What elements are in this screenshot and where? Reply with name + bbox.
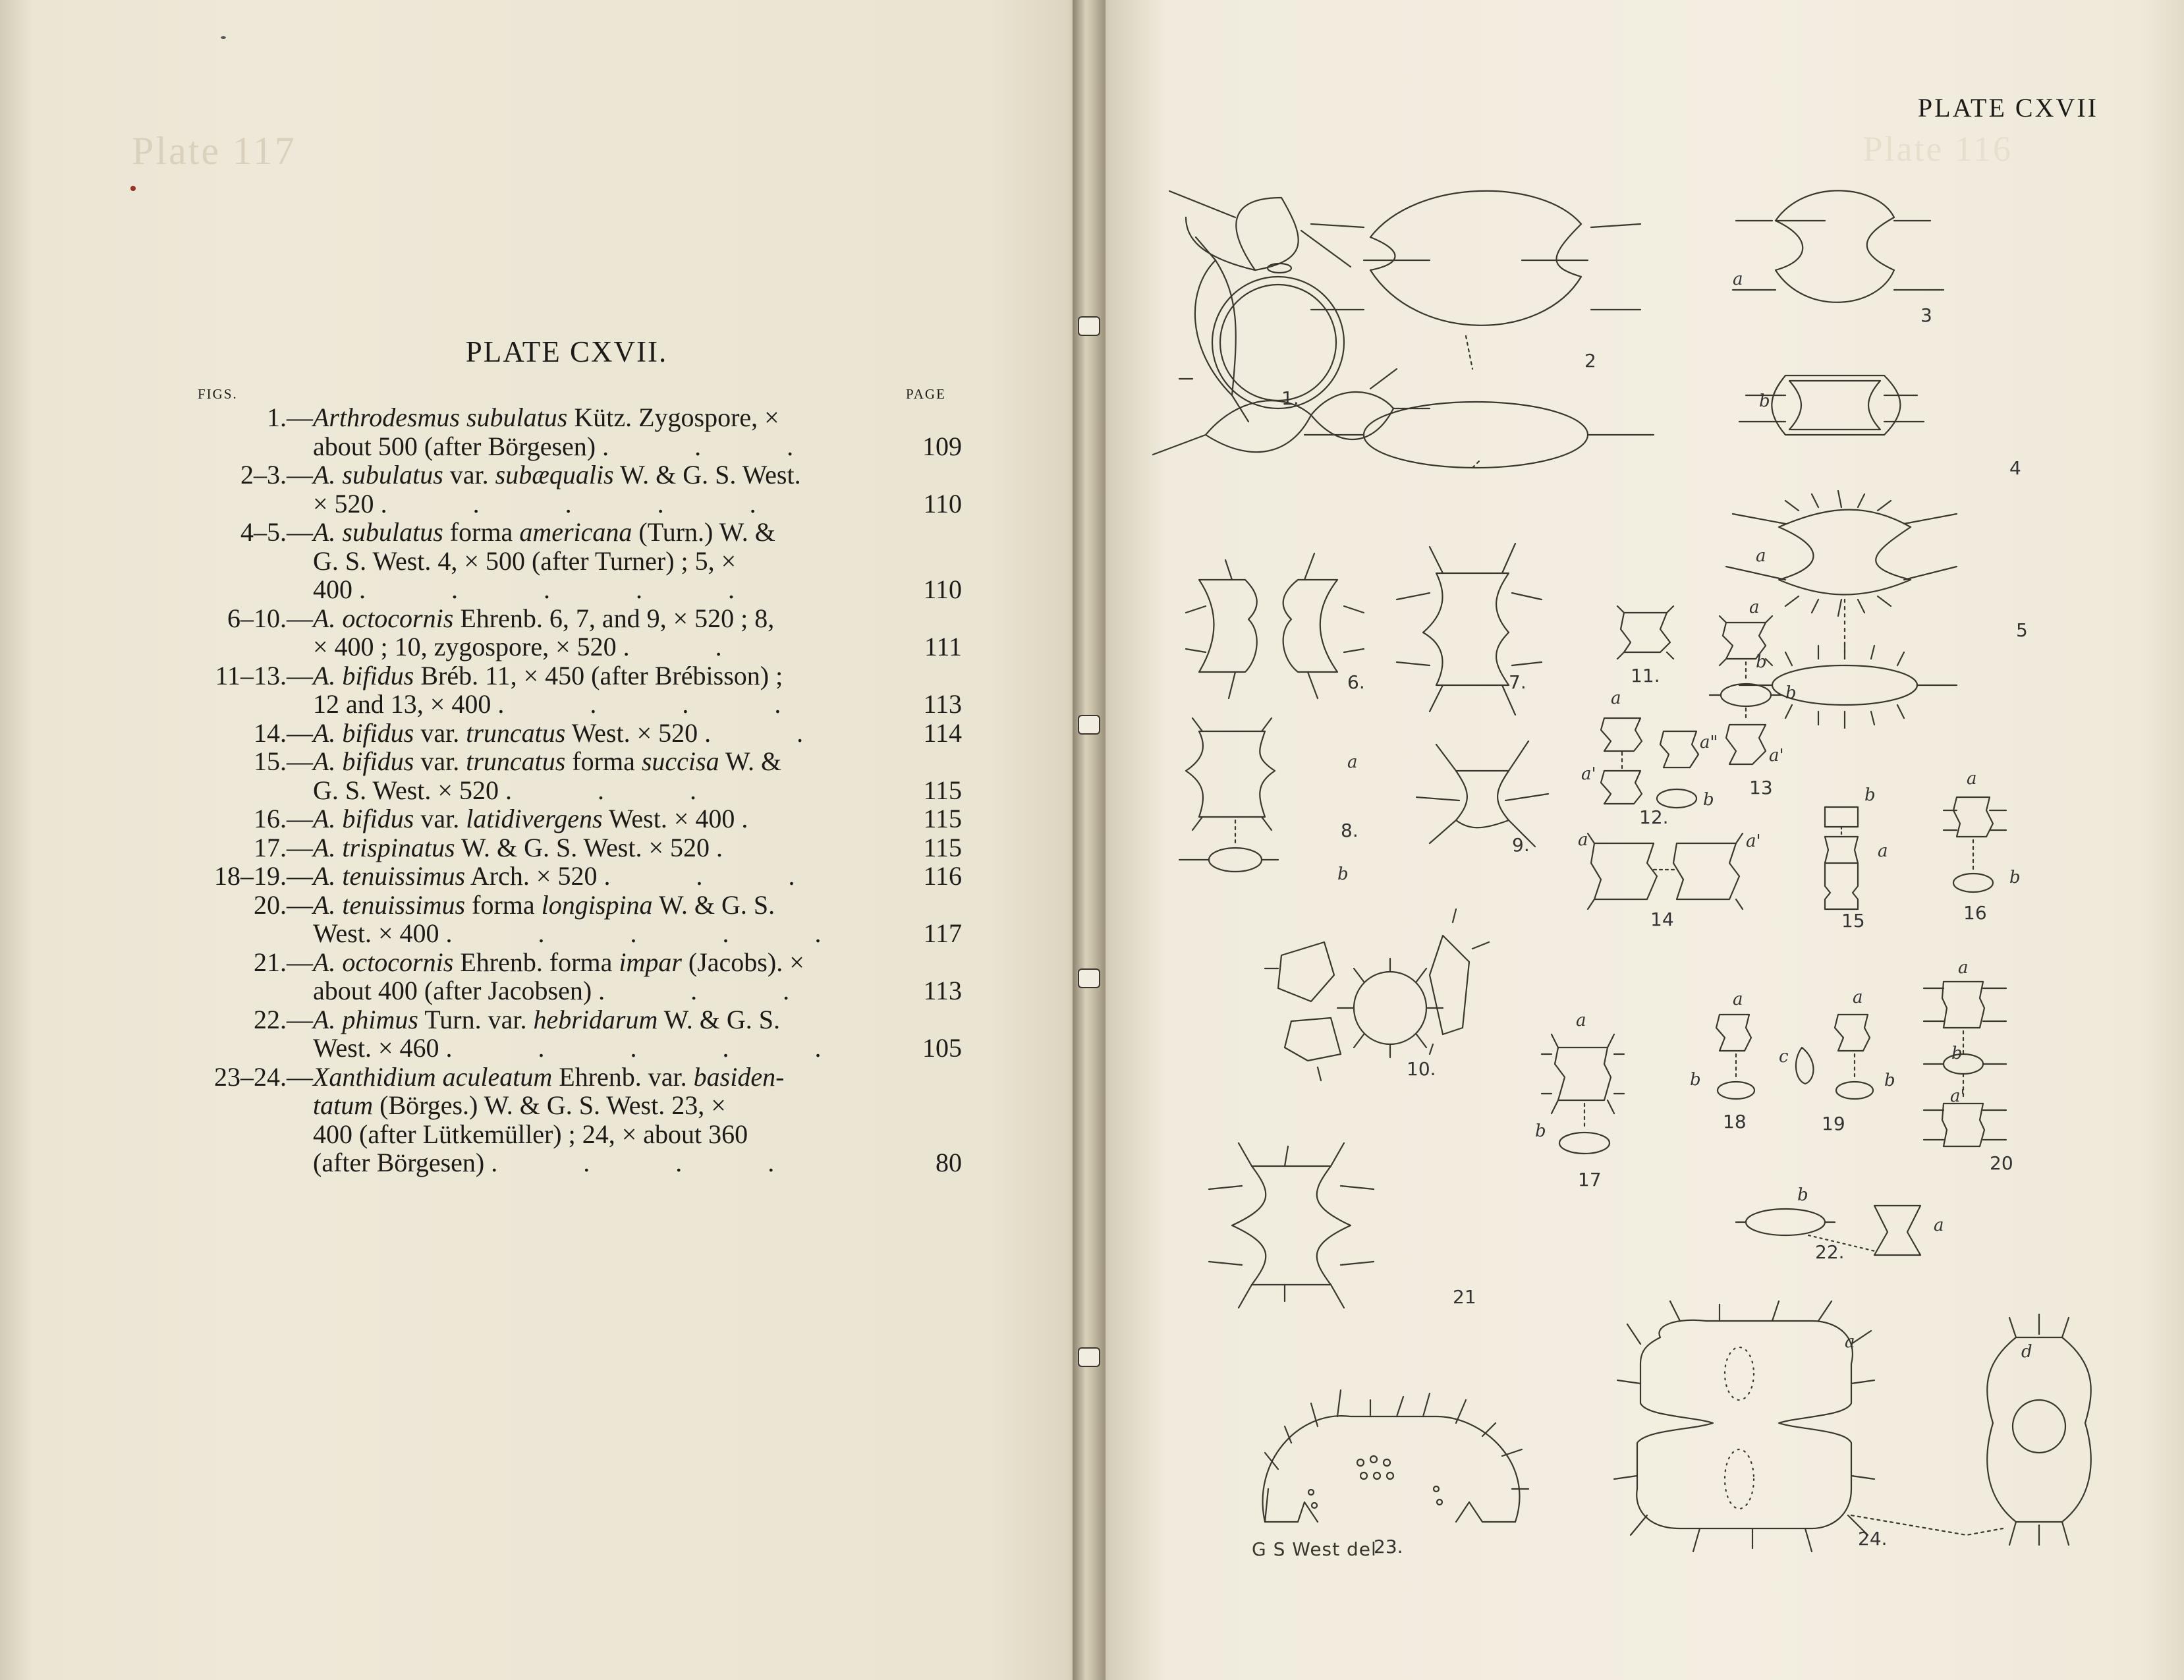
entry-figure-numbers: [184, 432, 313, 461]
entry-page-number: 113: [923, 976, 962, 1005]
entry-figure-numbers: 17.—: [254, 832, 313, 862]
entry-page-number: 115: [923, 775, 962, 805]
figure-6-7-8-9-drawings: [1179, 544, 1548, 872]
entry-figure-numbers: 11–13.—: [215, 660, 313, 690]
entry-figure-numbers: 22.—: [254, 1004, 313, 1034]
paper-spot: [221, 36, 226, 39]
index-entry: [184, 948, 962, 1005]
entry-description: tatum (Börges.) W. & G. S. West. 23, ×: [313, 1090, 726, 1120]
entry-figure-numbers: [184, 575, 313, 604]
entry-figure-numbers: 16.—: [254, 804, 313, 833]
fig-label: 12.: [1639, 806, 1669, 828]
figure-3-drawing: [1733, 190, 1944, 302]
entry-figure-numbers: [184, 1091, 313, 1120]
entry-description: A. octocornis Ehrenb. 6, 7, and 9, × 520 ; 8,: [313, 603, 775, 633]
entry-description: A. bifidus Bréb. 11, × 450 (after Brébisson) ;: [313, 660, 783, 690]
entry-description: A. bifidus var. latidivergens West. × 400 .: [313, 804, 788, 833]
index-entry: [184, 891, 962, 948]
part-letter: b: [1951, 1044, 1963, 1063]
entry-description: 400 (after Lütkemüller) ; 24, × about 360: [313, 1119, 748, 1149]
fig-label: 18: [1723, 1111, 1747, 1133]
part-letter: b: [1759, 391, 1770, 411]
plate-heading-right: PLATE CXVII: [1917, 93, 2098, 123]
entry-page-number: 80: [936, 1148, 962, 1177]
part-letter: a: [1756, 546, 1766, 566]
fig-label: 17: [1578, 1169, 1602, 1190]
fig-label: 15: [1841, 910, 1865, 932]
entry-description: A. bifidus var. truncatus West. × 520 . .: [313, 717, 843, 748]
fig-label: 1.: [1281, 387, 1299, 409]
entry-figure-numbers: [184, 976, 313, 1005]
part-letter: a': [1581, 764, 1596, 784]
fig-label: 7.: [1509, 671, 1526, 693]
part-letter: a: [1347, 752, 1358, 772]
part-letter: a: [1845, 1332, 1855, 1352]
index-entry: [184, 833, 962, 862]
bleed-through-ghost-text: Plate 116: [1862, 129, 2013, 169]
entry-figure-numbers: [184, 1120, 313, 1149]
part-letter: b: [1756, 652, 1767, 672]
figure-23-drawing: [1263, 1390, 1528, 1522]
index-entry: [184, 747, 962, 804]
entry-description: A. subulatus forma americana (Turn.) W. &: [313, 517, 775, 547]
part-letter: b: [1785, 683, 1797, 703]
part-letter: a: [1967, 769, 1977, 789]
index-entry: [184, 1005, 962, 1063]
entry-description: A. trispinatus W. & G. S. West. × 520 .: [313, 832, 763, 862]
fig-label: 6.: [1347, 671, 1365, 693]
entry-figure-numbers: 4–5.—: [240, 517, 313, 547]
fig-label: 21: [1453, 1286, 1476, 1308]
index-entry: [184, 719, 962, 748]
fig-label: 11.: [1631, 665, 1660, 686]
index-entry: [184, 661, 962, 719]
entry-description: A. subulatus var. subæqualis W. & G. S. West.: [313, 460, 801, 490]
entry-description: A. bifidus var. truncatus forma succisa W. &: [313, 746, 782, 776]
fig-label: 3: [1920, 304, 1932, 326]
entry-page-number: 117: [923, 918, 962, 948]
entry-figure-numbers: [184, 547, 313, 576]
entry-description: 400 . . . . .: [313, 574, 774, 604]
part-letter: a: [1853, 988, 1863, 1007]
index-entry: [184, 461, 962, 518]
figure-17-20-drawings: [1542, 982, 2006, 1154]
part-letter: d: [2021, 1342, 2032, 1362]
part-letter: b: [1864, 785, 1876, 805]
entry-page-number: 105: [922, 1033, 962, 1063]
part-letter: b: [1535, 1121, 1546, 1141]
entry-figure-numbers: 15.—: [254, 746, 313, 776]
fig-label: 19: [1822, 1113, 1845, 1134]
fig-label: 13: [1749, 777, 1773, 798]
entry-figure-numbers: 20.—: [254, 889, 313, 920]
column-header-figs: FIGS.: [198, 386, 238, 402]
part-letter: b: [2009, 868, 2021, 887]
part-letter: a: [1958, 958, 1969, 978]
part-letter: a: [1733, 990, 1743, 1009]
entry-figure-numbers: 21.—: [254, 947, 313, 977]
fig-label: 22.: [1815, 1241, 1845, 1263]
entry-page-number: 113: [923, 689, 962, 719]
entry-description: West. × 400 . . . . .: [313, 918, 861, 948]
entry-figure-numbers: [184, 490, 313, 518]
part-letter: a": [1700, 733, 1718, 752]
index-entry: [184, 604, 962, 661]
entry-description: Arthrodesmus subulatus Kütz. Zygospore, ×: [313, 403, 779, 432]
fig-label: 10.: [1407, 1058, 1436, 1080]
part-letter: a: [1749, 598, 1760, 617]
part-letter: a': [1746, 831, 1761, 851]
entry-figure-numbers: 18–19.—: [214, 861, 313, 891]
entry-page-number: 114: [923, 717, 962, 748]
part-letter: a: [1934, 1216, 1944, 1235]
fig-label: 24.: [1858, 1528, 1888, 1550]
entry-figure-numbers: [184, 690, 313, 719]
entry-description: about 500 (after Börgesen) . . .: [313, 431, 833, 461]
part-letter: a': [1769, 746, 1784, 766]
column-header-page: PAGE: [906, 386, 946, 402]
artist-signature: G S West del: [1252, 1538, 1377, 1560]
paper-spot: [130, 186, 136, 191]
figure-21-drawing: [1209, 1143, 1374, 1308]
index-entry: [184, 518, 962, 604]
entry-description: A. tenuissimus forma longispina W. & G. S.: [313, 889, 775, 920]
part-letter: c: [1779, 1047, 1789, 1067]
desmid-plate-drawings: [1087, 0, 2184, 1680]
entry-figure-numbers: 6–10.—: [227, 603, 313, 633]
entry-description: A. octocornis Ehrenb. forma impar (Jacobs). ×: [313, 947, 804, 977]
entry-page-number: 116: [923, 861, 962, 891]
entry-figure-numbers: [184, 776, 313, 805]
index-entry: [184, 804, 962, 833]
entry-figure-numbers: 23–24.—: [214, 1061, 313, 1092]
entry-figure-numbers: [184, 1148, 313, 1177]
fig-label: 23.: [1374, 1536, 1403, 1557]
part-letter: b: [1703, 790, 1714, 810]
entry-description: G. S. West. 4, × 500 (after Turner) ; 5, ×: [313, 546, 737, 576]
entry-description: A. tenuissimus Arch. × 520 . . .: [313, 861, 835, 891]
fig-label: 14: [1650, 909, 1674, 930]
fig-label: 9.: [1512, 834, 1530, 856]
entry-description: (after Börgesen) . . . .: [313, 1148, 814, 1177]
figure-index: [184, 403, 962, 1177]
fig-label: 8.: [1341, 820, 1358, 841]
entry-figure-numbers: 2–3.—: [240, 460, 313, 490]
entry-figure-numbers: 14.—: [254, 717, 313, 748]
figure-10-drawing: [1265, 909, 1489, 1080]
figure-2-drawing: [1304, 191, 1654, 468]
entry-figure-numbers: [184, 919, 313, 948]
fig-label: 20: [1990, 1152, 2013, 1174]
entry-description: about 400 (after Jacobsen) . . .: [313, 976, 829, 1005]
entry-description: Xanthidium aculeatum Ehrenb. var. basiden-: [313, 1061, 785, 1092]
entry-description: 12 and 13, × 400 . . . .: [313, 689, 821, 719]
part-letter: b: [1884, 1071, 1895, 1090]
fig-label: 16: [1963, 902, 1987, 924]
entry-description: West. × 460 . . . . .: [313, 1033, 861, 1063]
part-letter: a: [1878, 841, 1888, 861]
entry-description: × 400 ; 10, zygospore, × 520 . .: [313, 632, 762, 661]
part-letter: a: [1733, 269, 1743, 289]
entry-figure-numbers: [184, 1034, 313, 1063]
entry-page-number: 115: [923, 832, 962, 862]
entry-page-number: 111: [924, 632, 962, 661]
entry-page-number: 115: [923, 804, 962, 833]
entry-page-number: 110: [923, 574, 962, 604]
part-letter: a: [1576, 1011, 1586, 1030]
fig-label: 5: [2016, 619, 2028, 641]
index-entry: [184, 862, 962, 891]
entry-page-number: 109: [922, 431, 962, 461]
entry-description: G. S. West. × 520 . . .: [313, 775, 736, 805]
part-letter: b: [1690, 1070, 1701, 1090]
fig-label: 2: [1584, 350, 1596, 372]
part-letter: b: [1797, 1185, 1808, 1205]
entry-description: × 520 . . . . .: [313, 488, 796, 518]
index-entry: [184, 403, 962, 461]
part-letter: b: [1337, 864, 1349, 884]
entry-figure-numbers: 1.—: [267, 403, 313, 432]
bleed-through-ghost-text: Plate 117: [132, 129, 296, 173]
part-letter: a: [1578, 830, 1588, 850]
figure-5-drawing: [1726, 491, 1957, 728]
fig-label: 4: [2009, 457, 2021, 479]
part-letter: a': [1950, 1086, 1965, 1106]
entry-page-number: 110: [923, 488, 962, 518]
plate-title: PLATE CXVII.: [465, 335, 668, 368]
part-letter: a: [1611, 688, 1621, 708]
index-entry: [184, 1063, 962, 1177]
entry-figure-numbers: [184, 632, 313, 661]
entry-description: A. phimus Turn. var. hebridarum W. & G. S.: [313, 1004, 780, 1034]
